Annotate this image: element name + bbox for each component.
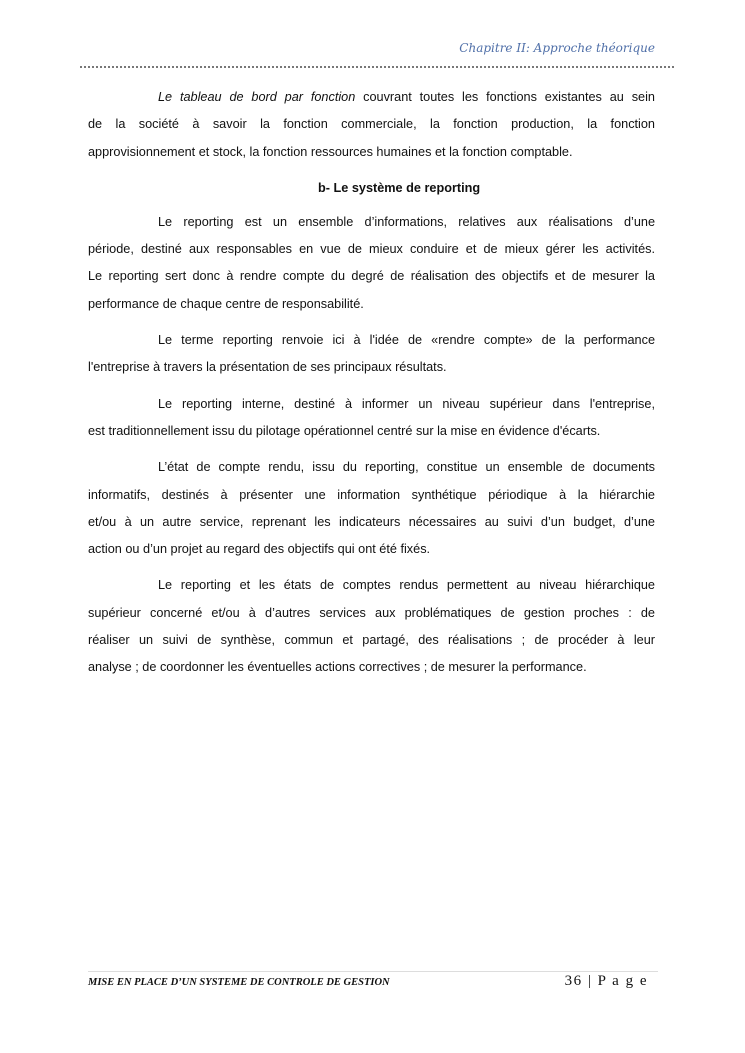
line-text: l'entreprise à travers la présentation de ses principaux résultats.	[88, 360, 447, 375]
text-line	[88, 354, 655, 381]
text-line	[88, 654, 655, 681]
text-line	[88, 509, 655, 536]
line-text: L’état de compte rendu, issu du reporting, constitue un ensemble de documents	[158, 460, 655, 475]
text-line	[88, 209, 655, 236]
paragraph	[88, 327, 655, 382]
section-heading: b- Le système de reporting	[318, 180, 481, 195]
footer-divider	[88, 971, 658, 972]
italic-term: Le tableau de bord par fonction	[158, 90, 356, 104]
line-text: performance de chaque centre de responsabilité.	[88, 296, 364, 311]
text-line	[88, 84, 655, 111]
line-text: analyse ; de coordonner les éventuelles actions correctives ; de mesurer la performance.	[88, 660, 587, 675]
text-line	[88, 600, 655, 627]
paragraph	[88, 209, 655, 318]
text-line	[88, 572, 655, 599]
text-line	[88, 627, 655, 654]
line-text: période, destiné aux responsables en vue de mieux conduire et de mieux gérer les activités.	[88, 242, 655, 257]
document-body	[88, 84, 655, 691]
text-line	[88, 482, 655, 509]
text-line	[88, 263, 655, 290]
line-text: est traditionnellement issu du pilotage opérationnel centré sur la mise en évidence d'écarts.	[88, 423, 601, 438]
text-line	[88, 291, 655, 318]
line-text: couvrant toutes les fonctions existantes au sein	[355, 90, 655, 104]
line-text: Le reporting est un ensemble d’informations, relatives aux réalisations d’une	[158, 214, 655, 229]
paragraph	[88, 391, 655, 446]
line-text: supérieur concerné et/ou à d’autres services aux problématiques de gestion proches : de	[88, 605, 655, 620]
line-text: et/ou à un autre service, reprenant les indicateurs nécessaires au suivi d’un budget, d’une	[88, 514, 655, 529]
text-line	[88, 418, 655, 445]
text-line	[88, 391, 655, 418]
line-text: action ou d’un projet au regard des objectifs qui ont été fixés.	[88, 542, 431, 557]
header-divider	[80, 66, 674, 68]
paragraph	[88, 84, 655, 166]
line-text: de la société à savoir la fonction commerciale, la fonction production, la fonction	[88, 117, 655, 132]
line-text: approvisionnement et stock, la fonction ressources humaines et la fonction comptable.	[88, 144, 573, 159]
line-text: Le reporting interne, destiné à informer un niveau supérieur dans l'entreprise,	[158, 396, 655, 411]
paragraph	[88, 454, 655, 563]
line-text: Le reporting et les états de comptes rendus permettent au niveau hiérarchique	[158, 578, 655, 593]
paragraph	[88, 572, 655, 681]
line-text: Le reporting sert donc à rendre compte du degré de réalisation des objectifs et de mesurer la	[88, 269, 655, 284]
line-text: informatifs, destinés à présenter une information synthétique périodique à la hiérarchie	[88, 487, 655, 502]
chapter-header: Chapitre II: Approche théorique	[459, 41, 655, 55]
text-line	[88, 236, 655, 263]
text-line	[88, 327, 655, 354]
footer-title: MISE EN PLACE D’UN SYSTEME DE CONTROLE DE GESTION	[88, 977, 390, 988]
text-line	[88, 536, 655, 563]
text-line	[88, 454, 655, 481]
line-text: réaliser un suivi de synthèse, commun et partagé, des réalisations ; de procéder à leur	[88, 633, 655, 648]
line-text: Le terme reporting renvoie ici à l'idée de «rendre compte» de la performance	[158, 333, 655, 348]
text-line	[88, 139, 655, 166]
text-line	[88, 111, 655, 138]
page-number: 36 | P a g e	[564, 973, 648, 989]
